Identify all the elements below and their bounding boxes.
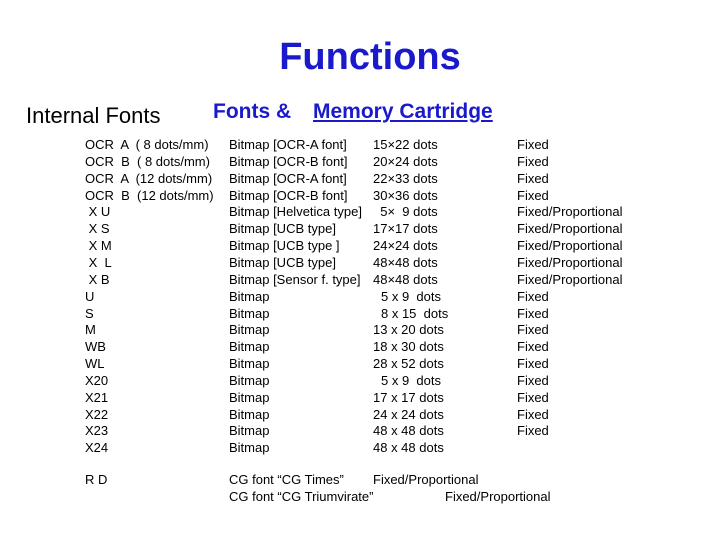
font-size: 48 x 48 dots bbox=[373, 440, 444, 456]
font-name: OCR B ( 8 dots/mm) bbox=[85, 153, 210, 169]
font-size: 5 x 9 dots bbox=[381, 372, 441, 388]
font-name: X L bbox=[85, 254, 112, 270]
font-pitch: Fixed/Proportional bbox=[517, 204, 623, 220]
font-size: 22×33 dots bbox=[373, 170, 438, 186]
font-pitch: Fixed bbox=[517, 389, 549, 405]
font-size: 20×24 dots bbox=[373, 153, 438, 169]
font-name: X U bbox=[85, 204, 111, 220]
font-name: X22 bbox=[85, 406, 109, 422]
font-type: Bitmap [UCB type] bbox=[229, 221, 336, 237]
font-type: Bitmap bbox=[229, 305, 270, 321]
font-name: S bbox=[85, 305, 94, 321]
font-name: X S bbox=[85, 221, 110, 237]
font-pitch: Fixed bbox=[517, 305, 549, 321]
rd-pitch-2: Fixed/Proportional bbox=[445, 489, 551, 504]
font-pitch: Fixed/Proportional bbox=[517, 221, 623, 237]
font-type: Bitmap [OCR-A font] bbox=[229, 137, 347, 152]
font-pitch: Fixed bbox=[517, 356, 549, 372]
font-size: 13 x 20 dots bbox=[373, 322, 444, 338]
font-name: X B bbox=[85, 271, 110, 287]
rd-name: R D bbox=[85, 472, 108, 487]
font-pitch: Fixed bbox=[517, 322, 549, 338]
font-size: 24×24 dots bbox=[373, 238, 438, 254]
font-size: 48 x 48 dots bbox=[373, 423, 444, 439]
font-type: Bitmap bbox=[229, 322, 270, 338]
font-type: Bitmap [Sensor f. type] bbox=[229, 271, 361, 287]
font-name: WB bbox=[85, 339, 106, 355]
font-size: 5 x 9 dots bbox=[381, 288, 441, 304]
font-pitch: Fixed/Proportional bbox=[517, 238, 623, 254]
font-size: 17×17 dots bbox=[373, 221, 438, 237]
font-name: M bbox=[85, 322, 96, 338]
font-type: Bitmap bbox=[229, 372, 270, 388]
rd-pitch-1: Fixed/Proportional bbox=[373, 472, 479, 487]
font-size: 28 x 52 dots bbox=[373, 356, 444, 372]
page-title: Functions bbox=[279, 36, 461, 78]
font-size: 18 x 30 dots bbox=[373, 339, 444, 355]
font-pitch: Fixed bbox=[517, 170, 549, 186]
subheading-fonts: Fonts & bbox=[213, 100, 292, 123]
font-type: Bitmap [OCR-A font] bbox=[229, 170, 347, 186]
font-name: X24 bbox=[85, 440, 109, 456]
font-name: U bbox=[85, 288, 95, 304]
font-type: Bitmap [Helvetica type] bbox=[229, 204, 362, 220]
font-type: Bitmap bbox=[229, 288, 270, 304]
rd-type-2: CG font “CG Triumvirate” bbox=[229, 489, 374, 504]
font-type: Bitmap [UCB type] bbox=[229, 254, 336, 270]
font-type: Bitmap [OCR-B font] bbox=[229, 187, 348, 203]
font-size: 17 x 17 dots bbox=[373, 389, 444, 405]
font-name: X20 bbox=[85, 372, 109, 388]
font-pitch: Fixed/Proportional bbox=[517, 271, 623, 287]
font-type: Bitmap bbox=[229, 406, 270, 422]
font-size: 48×48 dots bbox=[373, 254, 438, 270]
font-pitch: Fixed bbox=[517, 137, 549, 152]
font-name: OCR A ( 8 dots/mm) bbox=[85, 137, 209, 152]
font-pitch: Fixed bbox=[517, 423, 549, 439]
subheading-internal-fonts: Internal Fonts bbox=[26, 103, 161, 128]
font-name: X23 bbox=[85, 423, 109, 439]
font-pitch: Fixed/Proportional bbox=[517, 254, 623, 270]
font-type: Bitmap bbox=[229, 423, 270, 439]
font-name: OCR B (12 dots/mm) bbox=[85, 187, 214, 203]
font-pitch: Fixed bbox=[517, 187, 549, 203]
subheading-memory-cartridge: Memory Cartridge bbox=[313, 100, 493, 123]
font-pitch: Fixed bbox=[517, 372, 549, 388]
font-size: 48×48 dots bbox=[373, 271, 438, 287]
font-size: 30×36 dots bbox=[373, 187, 438, 203]
font-pitch: Fixed bbox=[517, 153, 549, 169]
font-name: X21 bbox=[85, 389, 109, 405]
font-pitch: Fixed bbox=[517, 288, 549, 304]
font-size: 5× 9 dots bbox=[373, 204, 438, 220]
font-name: X M bbox=[85, 238, 112, 254]
font-pitch: Fixed bbox=[517, 339, 549, 355]
font-type: Bitmap bbox=[229, 440, 270, 456]
font-size: 15×22 dots bbox=[373, 137, 438, 152]
font-type: Bitmap bbox=[229, 339, 270, 355]
font-type: Bitmap [UCB type ] bbox=[229, 238, 340, 254]
rd-type-1: CG font “CG Times” bbox=[229, 472, 344, 487]
font-type: Bitmap bbox=[229, 356, 270, 372]
font-size: 8 x 15 dots bbox=[381, 305, 449, 321]
font-name: OCR A (12 dots/mm) bbox=[85, 170, 213, 186]
font-size: 24 x 24 dots bbox=[373, 406, 444, 422]
font-type: Bitmap [OCR-B font] bbox=[229, 153, 348, 169]
font-pitch: Fixed bbox=[517, 406, 549, 422]
font-type: Bitmap bbox=[229, 389, 270, 405]
font-name: WL bbox=[85, 356, 105, 372]
